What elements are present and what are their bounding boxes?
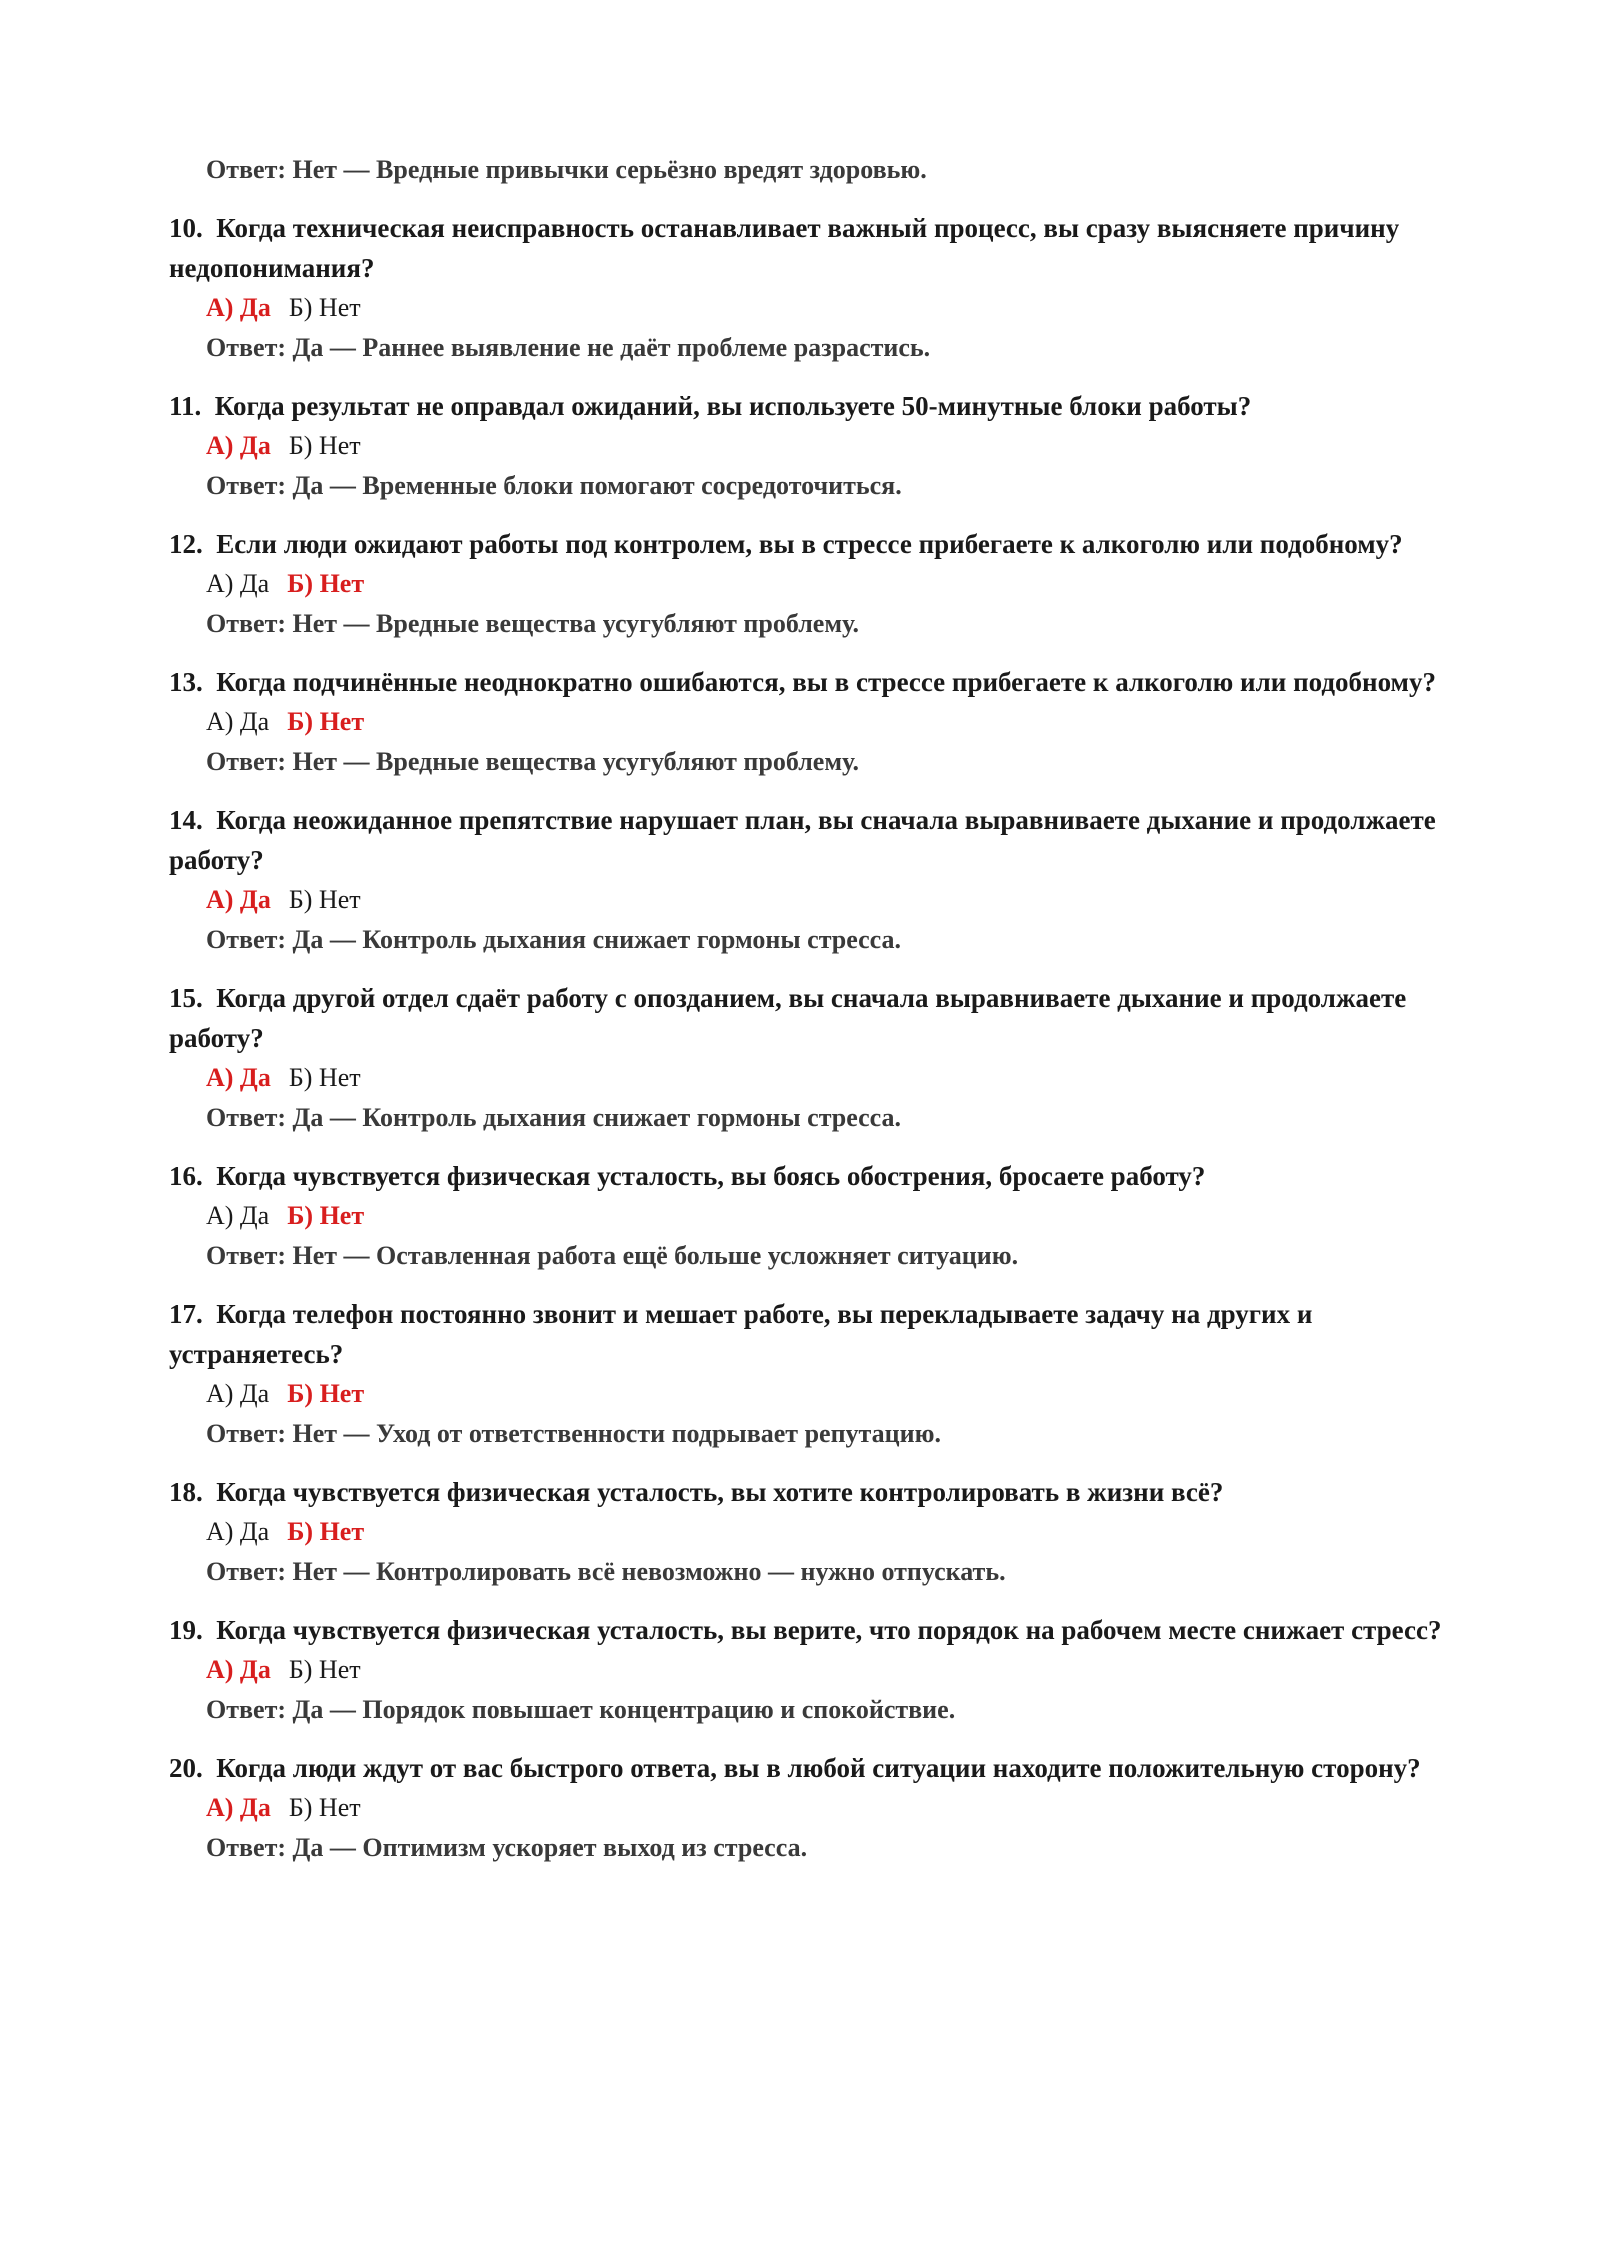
question-body: Когда результат не оправдал ожиданий, вы используете 50-минутные блоки работы? (214, 391, 1252, 421)
question-text (169, 800, 1449, 880)
option-b: Б) Нет (288, 293, 361, 322)
question-block (169, 1156, 1449, 1276)
question-body: Когда люди ждут от вас быстрого ответа, вы в любой ситуации находите положительную сторону? (216, 1753, 1421, 1783)
question-body: Когда чувствуется физическая усталость, вы боясь обострения, бросаете работу? (216, 1161, 1206, 1191)
question-text (169, 386, 1449, 426)
option-a: А) Да (206, 1517, 270, 1546)
question-text (169, 524, 1449, 564)
answer-line: Ответ: Нет — Оставленная работа ещё больше усложняет ситуацию. (206, 1241, 1019, 1270)
option-a: А) Да (206, 431, 271, 460)
option-a: А) Да (206, 885, 271, 914)
option-a: А) Да (206, 1063, 271, 1092)
answer-line: Ответ: Да — Оптимизм ускоряет выход из стресса. (206, 1833, 808, 1862)
question-body: Когда телефон постоянно звонит и мешает работе, вы перекладываете задачу на других и устраняетесь? (169, 1299, 1313, 1369)
question-block (169, 1294, 1449, 1454)
question-number: 12. (169, 529, 203, 559)
question-number: 14. (169, 805, 203, 835)
question-number: 18. (169, 1477, 203, 1507)
quiz-content (169, 150, 1449, 1868)
answer-options (206, 1196, 1449, 1236)
option-a: А) Да (206, 569, 270, 598)
answer-line: Ответ: Да — Контроль дыхания снижает гормоны стресса. (206, 925, 901, 954)
question-text (169, 1748, 1449, 1788)
question-block (169, 662, 1449, 782)
option-a: А) Да (206, 293, 271, 322)
option-a: А) Да (206, 707, 270, 736)
question-body: Когда неожиданное препятствие нарушает план, вы сначала выравниваете дыхание и продолжаете работу? (169, 805, 1436, 875)
option-a: А) Да (206, 1201, 270, 1230)
answer-line: Ответ: Нет — Уход от ответственности подрывает репутацию. (206, 1419, 941, 1448)
answer-options (206, 564, 1449, 604)
answer-options (206, 1788, 1449, 1828)
option-b: Б) Нет (287, 1201, 365, 1230)
question-number: 20. (169, 1753, 203, 1783)
question-number: 19. (169, 1615, 203, 1645)
answer-line: Ответ: Нет — Вредные вещества усугубляют проблему. (206, 747, 859, 776)
question-block (169, 1610, 1449, 1730)
question-number: 15. (169, 983, 203, 1013)
answer-line: Ответ: Да — Контроль дыхания снижает гормоны стресса. (206, 1103, 901, 1132)
answer-options (206, 288, 1449, 328)
question-number: 16. (169, 1161, 203, 1191)
answer-line: Ответ: Нет — Вредные вещества усугубляют проблему. (206, 609, 859, 638)
option-b: Б) Нет (288, 431, 361, 460)
question-text (169, 1156, 1449, 1196)
question-text (169, 1472, 1449, 1512)
option-b: Б) Нет (287, 707, 365, 736)
question-body: Когда другой отдел сдаёт работу с опозданием, вы сначала выравниваете дыхание и продолжаете работу? (169, 983, 1407, 1053)
question-block (169, 208, 1449, 368)
question-body: Когда чувствуется физическая усталость, вы хотите контролировать в жизни всё? (216, 1477, 1224, 1507)
question-block (169, 1748, 1449, 1868)
question-block (169, 800, 1449, 960)
answer-line: Ответ: Да — Раннее выявление не даёт проблеме разрастись. (206, 333, 931, 362)
answer-line: Ответ: Нет — Контролировать всё невозможно — нужно отпускать. (206, 1557, 1006, 1586)
option-b: Б) Нет (287, 1379, 365, 1408)
answer-options (206, 1058, 1449, 1098)
question-body: Когда техническая неисправность останавливает важный процесс, вы сразу выясняете причину недопонимания? (169, 213, 1400, 283)
answer-options (206, 880, 1449, 920)
question-number: 11. (169, 391, 202, 421)
option-b: Б) Нет (288, 885, 361, 914)
answer-line-9: Ответ: Нет — Вредные привычки серьёзно вредят здоровью. (206, 155, 927, 184)
answer-options (206, 426, 1449, 466)
question-number: 17. (169, 1299, 203, 1329)
option-b: Б) Нет (288, 1655, 361, 1684)
option-b: Б) Нет (288, 1793, 361, 1822)
option-b: Б) Нет (287, 1517, 365, 1546)
option-b: Б) Нет (287, 569, 365, 598)
option-a: А) Да (206, 1655, 271, 1684)
question-number: 10. (169, 213, 203, 243)
question-text (169, 1294, 1449, 1374)
option-a: А) Да (206, 1379, 270, 1408)
option-a: А) Да (206, 1793, 271, 1822)
question-body: Когда подчинённые неоднократно ошибаются, вы в стрессе прибегаете к алкоголю или подобному? (216, 667, 1436, 697)
question-text (169, 1610, 1449, 1650)
option-b: Б) Нет (288, 1063, 361, 1092)
answer-line: Ответ: Да — Временные блоки помогают сосредоточиться. (206, 471, 902, 500)
question-block (169, 386, 1449, 506)
question-text (169, 978, 1449, 1058)
answer-line: Ответ: Да — Порядок повышает концентрацию и спокойствие. (206, 1695, 956, 1724)
question-block (169, 978, 1449, 1138)
question-text (169, 662, 1449, 702)
answer-options (206, 702, 1449, 742)
answer-options (206, 1650, 1449, 1690)
question-body: Когда чувствуется физическая усталость, вы верите, что порядок на рабочем месте снижает стресс? (216, 1615, 1442, 1645)
answer-options (206, 1512, 1449, 1552)
answer-options (206, 1374, 1449, 1414)
question-number: 13. (169, 667, 203, 697)
question-block (169, 524, 1449, 644)
question-body: Если люди ожидают работы под контролем, вы в стрессе прибегаете к алкоголю или подобному? (216, 529, 1403, 559)
question-text (169, 208, 1449, 288)
question-block (169, 1472, 1449, 1592)
